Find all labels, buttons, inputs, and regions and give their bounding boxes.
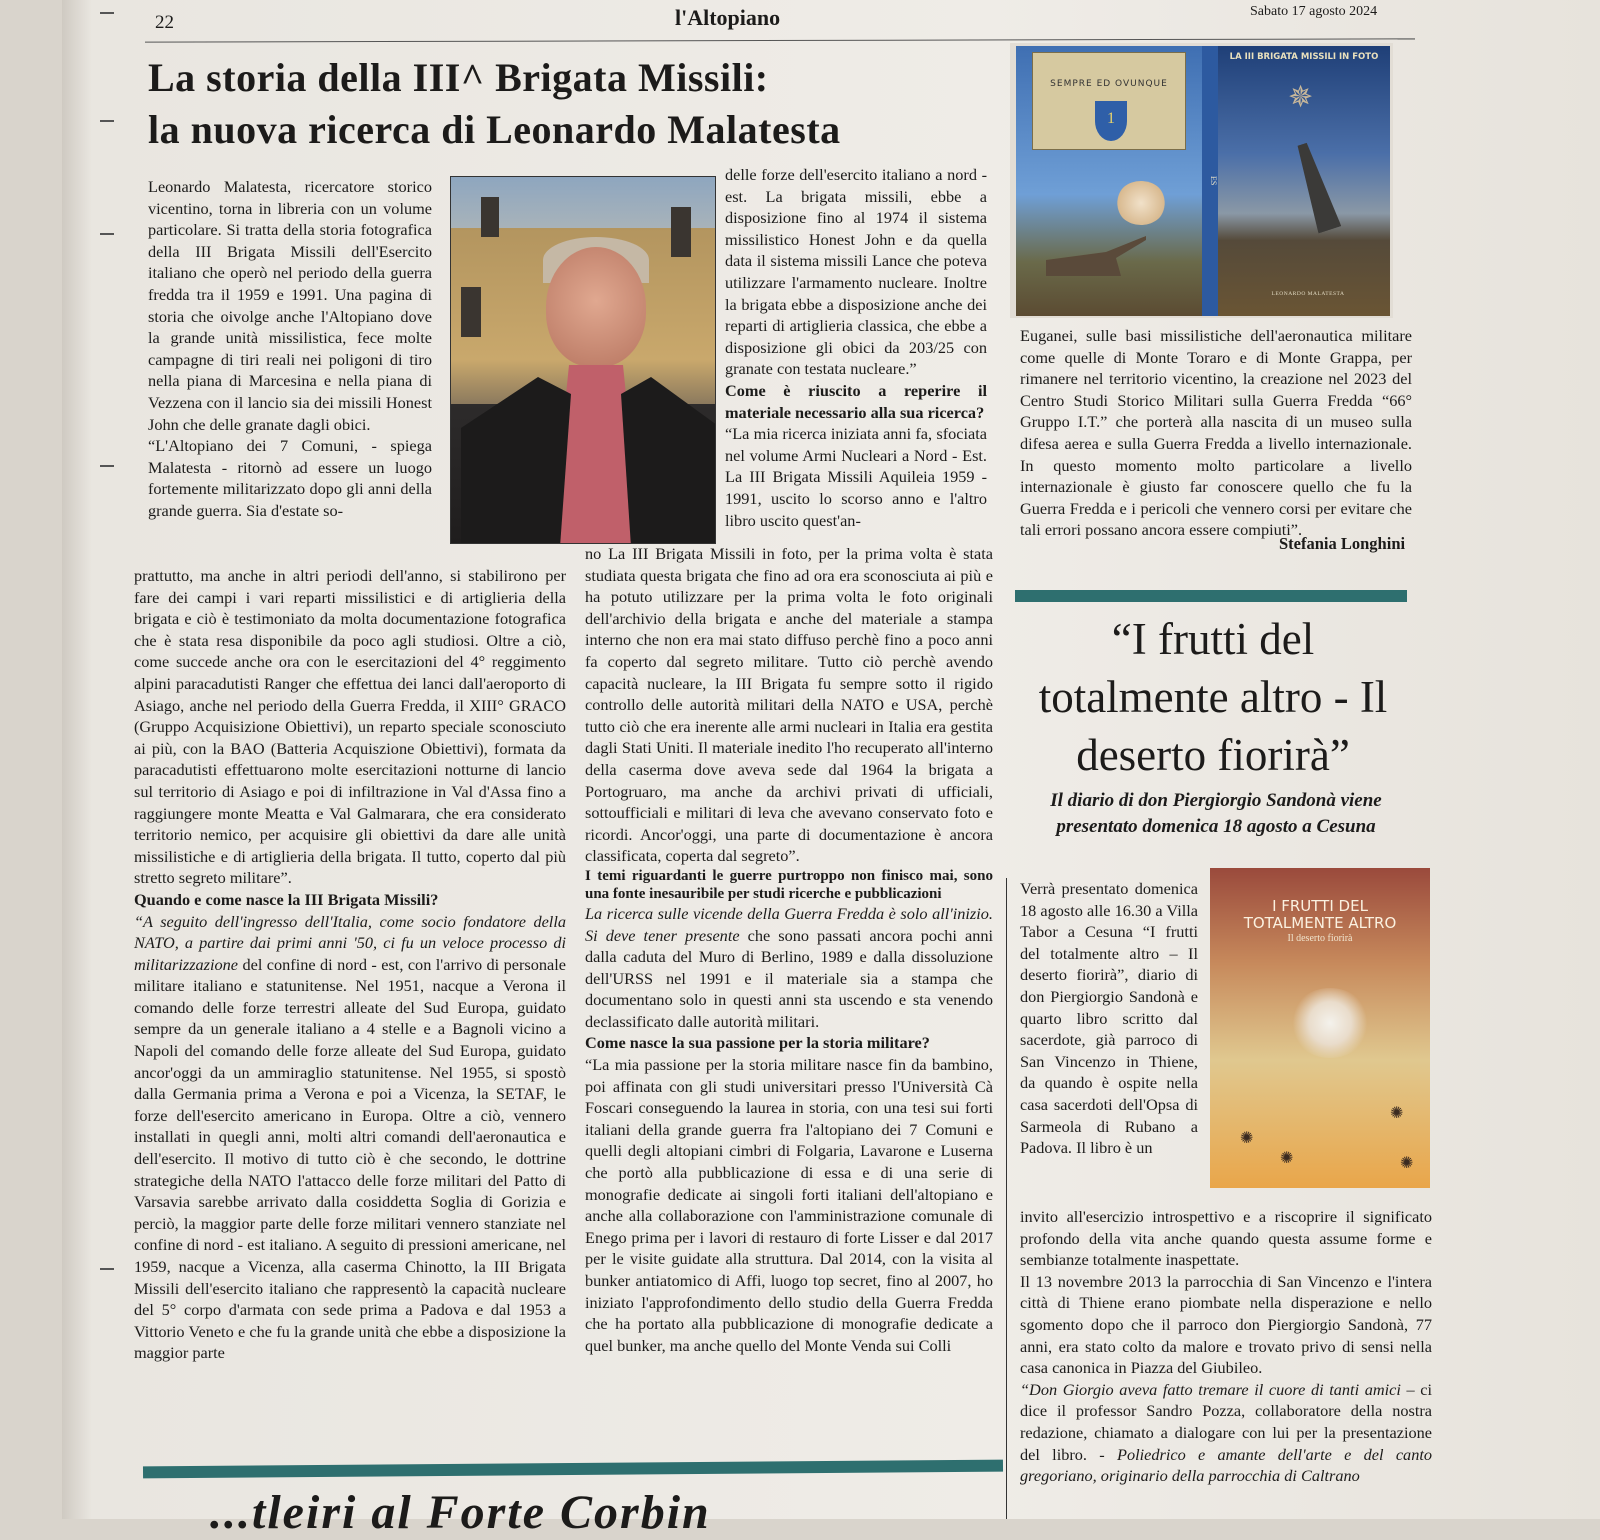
article-column-1 bbox=[134, 565, 566, 1364]
issue-date: Sabato 17 agosto 2024 bbox=[1250, 4, 1378, 19]
book-cover-back bbox=[1016, 46, 1202, 316]
article-column-3 bbox=[1020, 325, 1412, 541]
article2-subheadline: Il diario di don Piergiorgio Sandonà viene presentato domenica 18 agosto a Cesuna bbox=[1050, 790, 1382, 837]
body-paragraph: prattutto, ma anche in altri periodi dell'anno, si stabilirono per fare dei campi i vari reparti missilistici e di artiglieria della brigata e ciò è testimoniato da molta documentazione fotografica che è stata resa disponibile da poco agli studiosi. Oltre a ciò, come succede anche ora con le esercitazioni del 4° reggimento alpini paracadutisti Ranger che effettua dei lanci dall'aeroporto di Asiago, anche nel periodo della Guerra Fredda, il XIII° GRACO (Gruppo Acquisizione Obiettivi), un reparto speciale sconosciuto ai più, con la BAO (Batteria Acquiszione Obiettivi), formata da paracadutisti effettuarono molte esercitazioni notturne di lancio sul territorio di Asiago e poi di infiltrazione in Val d'Assa fino a raggiungere monte Meatta e Val Galmarara, che era considerato territorio nemico, per acquisire gli obiettivi da dare alle unità missilistiche e di artiglieria della brigata. Il tutto, coperto dal più stretto segreto militare”. bbox=[134, 566, 566, 888]
cover-title-line: I FRUTTI DEL bbox=[1272, 897, 1368, 915]
article2-column-wide bbox=[1020, 1190, 1432, 1487]
missile-icon bbox=[1291, 140, 1342, 233]
cover-subtitle: Il deserto fiorirà bbox=[1287, 933, 1353, 944]
body-paragraph: Verrà presentato domenica 18 agosto alle 16.30 a Villa Tabor a Cesuna “I frutti del totalmente altro – Il deserto fiorirà”, diario di don Piergiorgio Sandonà e quarto libro scritto dal sacerdote, già parroco di San Vincenzo in Thiene, da quando è ospite nella casa sacerdoti dell'Opsa di Sarmeola di Rubano a Padova. Il libro è un bbox=[1020, 879, 1198, 1158]
spine-mark: ES bbox=[1209, 176, 1218, 186]
interview-question: Come è riuscito a reperire il materiale necessario alla sua ricerca? bbox=[725, 380, 987, 422]
headline-line-2: la nuova ricerca di Leonardo Malatesta bbox=[148, 107, 841, 152]
body-paragraph: Il 13 novembre 2013 la parrocchia di San Vincenzo e l'intera città di Thiene erano piombate nella disperazione e nello sgomento dopo che il parroco don Piergiorgio Sandonà, 77 anni, era stato colto da malore e trovato privo di sensi nella casa canonica in Piazza del Giubileo. bbox=[1020, 1271, 1432, 1378]
binder-mark bbox=[100, 120, 114, 122]
portrait-jacket bbox=[461, 377, 571, 544]
binder-mark bbox=[100, 1268, 114, 1270]
body-paragraph: delle forze dell'esercito italiano a nord - est. La brigata missili, ebbe a disposizione fino al 1974 il sistema missilistico Honest John e da quella data il sistema missili Lance che poteva utilizzare l'armamento nucleare. Inoltre la brigata ebbe a disposizione anche dei reparti di artiglieria classica, che ebbe a disposizione gli obici da 203/25 con granate con testata nucleare.” bbox=[725, 165, 987, 379]
quote-text: – ci dice il professor Sandro Pozza, collaboratore della nostra redazione, chiamato a dialogare con lui per la presentazione del libro. - bbox=[1020, 1379, 1432, 1464]
portrait-jacket bbox=[621, 377, 716, 544]
section-divider bbox=[1015, 590, 1407, 602]
shield-icon: 1 bbox=[1095, 101, 1127, 141]
answer-text: del confine di nord - est, con l'arrivo di personale militare italiano e statunitense. Nel 1951, nacque a Verona il comando delle forze terrestri alleate del Sud Europa, guidato sempre da un generale italiano a 4 stelle e a Bagnoli vicino a Napoli del comando delle forze alleate del Sud Europa, guidato ancor'oggi da un ammiraglio statunitense. Nel 1955, si spostò dalla Germania prima a Verona e poi a Vicenza, la SETAF, le forze dell'esercito americano in Europa. Oltre a ciò, vennero installati in quegli anni, molti altri comandi dell'aeronautica e dell'esercito. Il motivo di tutto ciò è che secondo, le dottrine strategiche della NATO l'attacco delle forze militari del Patto di Varsavia sarebbe arrivato dalla cosiddetta Soglia di Gorizia e perciò, la maggior parte delle forze militari vennero stanziate nel confine di nord - est italiano. A seguito di pressioni americane, nel 1959, nacque a Vicenza, alla caserma Chinotto, la III Brigata Missili dell'esercito italiano che rappresentò la capacità nucleare del 5° corpo d'armata con sede prima a Padova e dal 1953 a Vittorio Veneto e che fu la grande unità che ebbe a disposizione la maggior parte bbox=[134, 954, 566, 1363]
dandelion-icon: ✺ bbox=[1400, 1155, 1414, 1172]
article-headline bbox=[148, 52, 988, 156]
book-title: LA III BRIGATA MISSILI IN FOTO bbox=[1229, 52, 1379, 62]
author-byline: Stefania Longhini bbox=[1279, 534, 1406, 553]
dandelion-icon: ✺ bbox=[1240, 1130, 1254, 1147]
cover-title-line: TOTALMENTE ALTRO bbox=[1243, 914, 1397, 932]
artillery-emblem-icon: ✵ bbox=[1288, 81, 1314, 114]
quote-paragraph: “L'Altopiano dei 7 Comuni, - spiega Malatesta - ritornò ad essere un luogo fortemente militarizzato dopo gli anni della grande guerra. Sia d'estate so- bbox=[148, 436, 432, 520]
binder-mark bbox=[100, 12, 114, 14]
answer-italic: “A seguito dell'ingresso dell'Italia, come socio fondatore della NATO, a partire dai primi anni '50, ci fu un veloce processo di militarizzazione bbox=[134, 911, 566, 974]
headline-line-1: La storia della III^ Brigata Missili: bbox=[148, 55, 769, 100]
dandelion-icon: ✺ bbox=[1280, 1150, 1294, 1167]
answer-text: che sono passati ancora pochi anni dalla caduta del Muro di Berlino, 1989 e dalla dissoluzione dell'URSS nel 1991 e il materiale sia a stampa che documentano solo in questi anni sta uscendo e sta venendo declassificato dalle autorità militari. bbox=[585, 925, 993, 1031]
motto-text: SEMPRE ED OVUNQUE bbox=[1050, 79, 1168, 89]
sun-glow bbox=[1290, 988, 1370, 1058]
book-cover-front bbox=[1218, 46, 1390, 316]
artillery-icon bbox=[1046, 236, 1146, 276]
interview-question: Come nasce la sua passione per la storia militare? bbox=[585, 1033, 930, 1053]
building-window bbox=[671, 207, 691, 257]
article-column-2 bbox=[585, 543, 993, 1356]
binder-mark bbox=[100, 465, 114, 467]
article2-column-narrow bbox=[1020, 878, 1198, 1159]
newspaper-title: l'Altopiano bbox=[675, 5, 781, 30]
author-portrait-photo bbox=[450, 176, 716, 544]
building-window bbox=[481, 197, 499, 237]
binder-mark bbox=[100, 233, 114, 235]
interview-answer: “La mia passione per la storia militare nasce fin da bambino, poi affinata con gli studi universitari presso l'Università Cà Foscari conseguendo la laurea in storia, con una tesi sui forti italiani della grande guerra fra l'altopiano dei 7 Comuni e quelli degli altopiani cimbri di Folgaria, Lavarone e Luserna che portò alla pubblicazione di essa e di una serie di monografie dedicate ai singoli forti italiani dell'altopiano e anche alla collaborazione con l'amministrazione comunale di Enego prima per i lavori di restauro di forte Lisser e dal 2017 per le visite guidate alla struttura. Dal 2014, con la visita al bunker antiatomico di Affi, luogo top secret, fino al 2007, ho iniziato l'approfondimento dello studio della Guerra Fredda che ha portato alla pubblicazione di monografie dedicate a quel bunker, ma anche quello del Monte Venda sui Colli bbox=[585, 1055, 993, 1355]
body-paragraph: Euganei, sulle basi missilistiche dell'aeronautica militare come quelle di Monte Toraro e di Monte Grappa, per rimanere nel territorio vicentino, la creazione nel 2023 del Centro Studi Storico Militari sulla Guerra Fredda “66° Gruppo I.T.” che porterà alla nascita di un museo sulla difesa aerea e sulla Guerra Fredda a livello internazionale. In questo momento molto particolare a livello internazionale è giusto far conoscere quello che fu la Guerra Fredda e i pericoli che vennero corsi per evitare che tali errori possano ancora essere compiuti”. bbox=[1020, 326, 1412, 540]
page-number: 22 bbox=[155, 12, 174, 33]
lead-paragraph: Leonardo Malatesta, ricercatore storico vicentino, torna in libreria con un volume particolare. Si tratta della storia fotografica della III Brigata Missili dell'Esercito italiano che operò nel periodo della guerra fredda tra il 1959 e 1991. Una pagina di storia che oivolge anche l'Altopiano dove la grande unità missilistica, fece molte campagne di tiri reali nei poligoni di tiro nella piana di Marcesina e nella piana di Vezzena con il lancio sia dei missili Honest John che delle granate dagli obici. bbox=[148, 177, 432, 434]
article2-headline: “I frutti del totalmente altro - Il deserto fiorirà” bbox=[1038, 614, 1388, 780]
building-window bbox=[461, 287, 481, 337]
body-paragraph bbox=[1020, 1379, 1432, 1487]
quote-italic: Poliedrico e amante dell'arte e del canto gregoriano, originario della parrocchia di Caltrano bbox=[1020, 1444, 1433, 1486]
book-cover-image bbox=[1210, 868, 1430, 1188]
cannon-smoke bbox=[1116, 181, 1166, 225]
column-rule bbox=[1006, 878, 1007, 1519]
cover-title bbox=[1210, 898, 1430, 932]
dandelion-icon: ✺ bbox=[1390, 1105, 1404, 1122]
quote-italic: “Don Giorgio aveva fatto tremare il cuore di tanti amici bbox=[1020, 1379, 1401, 1399]
next-article-headline: ...tleiri al Forte Corbin bbox=[210, 1486, 711, 1539]
answer-italic: La ricerca sulle vicende della Guerra Fredda è solo all'inizio. Si deve tener presente bbox=[585, 903, 993, 945]
interview-answer: no La III Brigata Missili in foto, per la prima volta è stata studiata questa brigata che fino ad ora era sconosciuta ai più e ha potuto utilizzare per la prima volta le foto originali dell'archivio della brigata e anche del materiale a stampa interno che non era mai stato diffuso perchè fino a poco anni fa coperto dal segreto militare. Tutto ciò perchè avendo capacità nucleare, la III Brigata fu sempre sotto il rigido controllo delle autorità militari della NATO e USA, perchè tutto ciò che era inerente alle armi nucleari in Italia era gestita dagli Stati Uniti. Il materiale inedito l'ho recuperato all'interno della caserma dove aveva sede dal 1964 la brigata a Portogruaro, ma anche da archivi privati di ufficiali, sottoufficiali e militari di leva che avevano conservato foto e ricordi. Ancor'oggi, una parte di documentazione è ancora classificata, coperta dal segreto”. bbox=[585, 544, 993, 866]
interview-question: Quando e come nasce la III Brigata Missili? bbox=[134, 889, 439, 909]
interview-answer: “La mia ricerca iniziata anni fa, sfociata nel volume Armi Nucleari a Nord - Est. La III Brigata Missili Aquileia 1959 - 1991, uscito lo scorso anno e l'altro libro uscito quest'an- bbox=[725, 424, 987, 530]
insignia-plate bbox=[1032, 52, 1186, 150]
book-spine bbox=[1202, 46, 1218, 316]
book-author: LEONARDO MALATESTA bbox=[1271, 291, 1345, 297]
interview-answer bbox=[585, 903, 993, 1033]
body-paragraph: invito all'esercizio introspettivo e a riscoprire il significato profondo della vita anche quando questa assume forme e sembianze totalmente inaspettate. bbox=[1020, 1207, 1432, 1270]
article-column-2-top bbox=[725, 164, 987, 531]
article-column-1-top bbox=[148, 176, 432, 522]
book-covers-image bbox=[1010, 43, 1393, 318]
portrait-face bbox=[546, 247, 646, 367]
interview-question: I temi riguardanti le guerre purtroppo non finisco mai, sono una fonte inesauribile per studi ricerche e pubblicazioni bbox=[585, 867, 993, 902]
interview-answer bbox=[134, 911, 566, 1364]
